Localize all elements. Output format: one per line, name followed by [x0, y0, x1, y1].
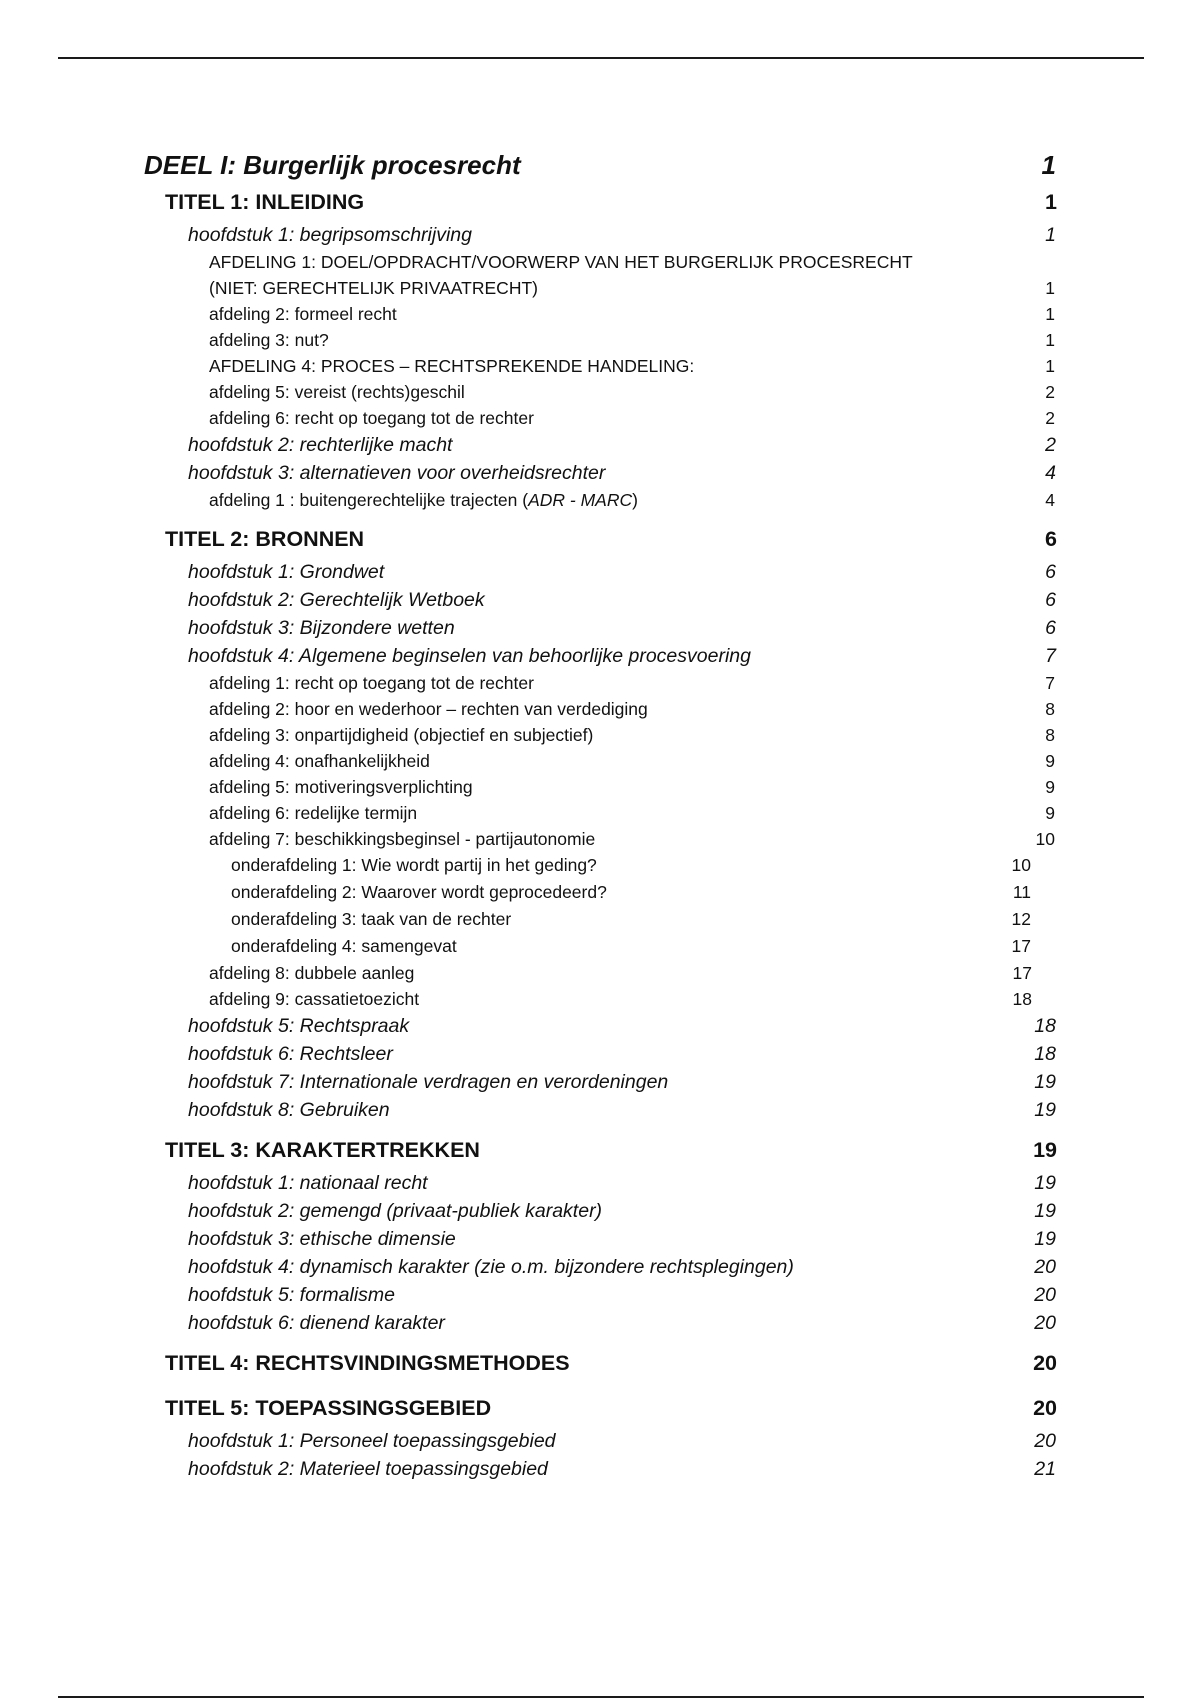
toc-entry-page: 1	[1045, 330, 1055, 350]
toc-hoofdstuk[interactable]	[188, 1228, 1056, 1256]
toc-entry-page: 18	[1034, 1043, 1056, 1065]
toc-entry-label: hoofdstuk 6: Rechtsleer	[188, 1043, 393, 1065]
toc-entry-page: 7	[1045, 673, 1055, 693]
toc-entry-page: 20	[1033, 1351, 1057, 1375]
toc-entry-label: hoofdstuk 8: Gebruiken	[188, 1099, 390, 1121]
toc-entry-label: hoofdstuk 5: Rechtspraak	[188, 1015, 410, 1037]
toc-entry-page: 20	[1034, 1430, 1056, 1452]
toc-entry-label: onderafdeling 3: taak van de rechter	[231, 909, 512, 929]
toc-entry-label	[209, 490, 638, 511]
label-italic: ADR - MARC	[528, 490, 633, 510]
toc-entry-label: afdeling 2: formeel recht	[209, 304, 397, 324]
toc-entry-page: 20	[1034, 1256, 1056, 1278]
toc-entry-page: 1	[1045, 356, 1055, 376]
toc-entry-page: 1	[1045, 224, 1056, 246]
toc-entry-page: 19	[1033, 1138, 1057, 1162]
toc-entry-label: TITEL 1: INLEIDING	[165, 190, 365, 214]
toc-entry-label: afdeling 3: nut?	[209, 330, 329, 350]
toc-entry-label: DEEL I: Burgerlijk procesrecht	[144, 150, 521, 180]
header-rule	[58, 57, 1144, 59]
toc-entry-page: 20	[1034, 1312, 1056, 1334]
toc-entry-label: TITEL 4: RECHTSVINDINGSMETHODES	[165, 1351, 570, 1375]
toc-entry-page: 11	[1012, 882, 1031, 902]
toc-entry-label: hoofdstuk 2: Materieel toepassingsgebied	[188, 1458, 548, 1480]
toc-afdeling[interactable]	[209, 829, 1055, 855]
toc-entry-label: TITEL 3: KARAKTERTREKKEN	[165, 1138, 480, 1162]
toc-entry-label-line1: AFDELING 1: DOEL/OPDRACHT/VOORWERP VAN HET BURGERLIJK PROCESRECHT	[209, 252, 913, 272]
toc-hoofdstuk[interactable]	[188, 1172, 1056, 1200]
toc-entry-page: 9	[1045, 777, 1055, 797]
toc-entry-label: afdeling 2: hoor en wederhoor – rechten van verdediging	[209, 699, 648, 719]
toc-hoofdstuk[interactable]	[188, 645, 1056, 673]
toc-afdeling[interactable]	[209, 330, 1055, 356]
toc-onderafdeling[interactable]	[231, 909, 1031, 936]
toc-entry-page: 17	[1011, 936, 1031, 956]
toc-afdeling[interactable]	[209, 356, 1055, 382]
toc-entry-label: afdeling 7: beschikkingsbeginsel - partijautonomie	[209, 829, 596, 849]
toc-hoofdstuk[interactable]	[188, 1430, 1056, 1458]
toc-entry-page: 2	[1045, 408, 1055, 428]
toc-entry-label: hoofdstuk 6: dienend karakter	[188, 1312, 445, 1334]
toc-entry-page: 20	[1034, 1284, 1056, 1306]
toc-afdeling[interactable]	[209, 803, 1055, 829]
toc-entry-label: afdeling 5: vereist (rechts)geschil	[209, 382, 465, 402]
toc-entry-label: afdeling 9: cassatietoezicht	[209, 989, 420, 1009]
toc-entry-page: 1	[1041, 150, 1056, 180]
toc-entry-label: hoofdstuk 1: Grondwet	[188, 561, 385, 583]
toc-deel-1[interactable]	[144, 150, 1056, 190]
toc-entry-label: hoofdstuk 7: Internationale verdragen en verordeningen	[188, 1071, 669, 1093]
toc-entry-label: TITEL 2: BRONNEN	[165, 527, 365, 551]
toc-hoofdstuk[interactable]	[188, 1312, 1056, 1340]
toc-entry-page: 4	[1045, 490, 1055, 510]
toc-entry-label: hoofdstuk 4: Algemene beginselen van behoorlijke procesvoering	[188, 645, 751, 667]
toc-entry-label: hoofdstuk 3: ethische dimensie	[188, 1228, 456, 1250]
toc-entry-page: 19	[1034, 1071, 1056, 1093]
toc-hoofdstuk[interactable]	[188, 1015, 1056, 1043]
toc-entry-label: afdeling 4: onafhankelijkheid	[209, 751, 430, 771]
toc-entry-label: hoofdstuk 3: Bijzondere wetten	[188, 617, 455, 639]
toc-entry-label: afdeling 5: motiveringsverplichting	[209, 777, 473, 797]
toc-entry-label: AFDELING 4: PROCES – RECHTSPREKENDE HANDELING:	[209, 356, 695, 376]
toc-entry-label: TITEL 5: TOEPASSINGSGEBIED	[165, 1396, 492, 1420]
label-prefix: afdeling 1 : buitengerechtelijke trajecten (	[209, 490, 529, 510]
toc-entry-label: hoofdstuk 4: dynamisch karakter (zie o.m. bijzondere rechtsplegingen)	[188, 1256, 794, 1278]
toc-entry-page: 9	[1045, 751, 1055, 771]
table-of-contents	[0, 150, 1200, 1486]
toc-afdeling[interactable]	[209, 777, 1055, 803]
toc-titel-4[interactable]	[165, 1351, 1057, 1385]
toc-entry-label: hoofdstuk 2: Gerechtelijk Wetboek	[188, 589, 485, 611]
toc-afdeling[interactable]	[209, 963, 1032, 989]
toc-entry-page: 6	[1045, 617, 1056, 639]
toc-entry-page: 19	[1034, 1200, 1056, 1222]
footer-rule	[58, 1696, 1144, 1698]
toc-entry-page: 7	[1045, 645, 1056, 667]
toc-entry-page: 17	[1012, 963, 1032, 983]
toc-entry-page: 6	[1045, 589, 1056, 611]
toc-afdeling[interactable]	[209, 304, 1055, 330]
toc-entry-page: 19	[1034, 1099, 1056, 1121]
toc-entry-label: afdeling 6: redelijke termijn	[209, 803, 418, 823]
toc-entry-label: onderafdeling 1: Wie wordt partij in het geding?	[231, 855, 597, 875]
toc-titel-2[interactable]	[165, 527, 1057, 561]
toc-onderafdeling[interactable]	[231, 936, 1031, 963]
toc-afdeling-1[interactable]	[209, 252, 1055, 304]
toc-entry-page: 18	[1012, 989, 1032, 1009]
toc-hoofdstuk[interactable]	[188, 224, 1056, 252]
toc-entry-label: hoofdstuk 1: begripsomschrijving	[188, 224, 472, 246]
toc-afdeling[interactable]	[209, 408, 1055, 434]
toc-entry-page: 6	[1045, 561, 1056, 583]
toc-entry-page: 2	[1045, 382, 1055, 402]
toc-entry-page: 8	[1045, 699, 1055, 719]
toc-entry-page: 20	[1033, 1396, 1057, 1420]
toc-hoofdstuk[interactable]	[188, 561, 1056, 589]
toc-entry-label: afdeling 1: recht op toegang tot de rechter	[209, 673, 534, 693]
toc-onderafdeling[interactable]	[231, 882, 1031, 909]
toc-entry-page: 9	[1045, 803, 1055, 823]
toc-afdeling[interactable]	[209, 751, 1055, 777]
toc-entry-page: 8	[1045, 725, 1055, 745]
toc-hoofdstuk[interactable]	[188, 1284, 1056, 1312]
toc-entry-label: hoofdstuk 2: rechterlijke macht	[188, 434, 453, 456]
toc-hoofdstuk[interactable]	[188, 1458, 1056, 1486]
toc-entry-label: afdeling 6: recht op toegang tot de rechter	[209, 408, 534, 428]
toc-entry-label: onderafdeling 4: samengevat	[231, 936, 457, 956]
toc-entry-label: onderafdeling 2: Waarover wordt geprocedeerd?	[231, 882, 607, 902]
toc-hoofdstuk[interactable]	[188, 1256, 1056, 1284]
toc-afdeling[interactable]	[209, 490, 1055, 516]
toc-hoofdstuk[interactable]	[188, 617, 1056, 645]
toc-entry-page: 1	[1045, 278, 1055, 298]
toc-entry-page: 1	[1045, 304, 1055, 324]
toc-entry-label: afdeling 8: dubbele aanleg	[209, 963, 415, 983]
toc-entry-page: 6	[1045, 527, 1057, 551]
toc-afdeling[interactable]	[209, 673, 1055, 699]
toc-entry-page: 12	[1011, 909, 1031, 929]
toc-entry-page: 19	[1034, 1172, 1056, 1194]
label-suffix: )	[632, 490, 638, 510]
toc-hoofdstuk[interactable]	[188, 1200, 1056, 1228]
toc-entry-label: hoofdstuk 3: alternatieven voor overheidsrechter	[188, 462, 606, 484]
toc-titel-1[interactable]	[165, 190, 1057, 224]
toc-afdeling[interactable]	[209, 382, 1055, 408]
toc-entry-label: hoofdstuk 1: Personeel toepassingsgebied	[188, 1430, 556, 1452]
toc-entry-page: 2	[1045, 434, 1056, 456]
toc-hoofdstuk[interactable]	[188, 589, 1056, 617]
toc-hoofdstuk[interactable]	[188, 1043, 1056, 1071]
toc-afdeling[interactable]	[209, 699, 1055, 725]
toc-entry-page: 10	[1035, 829, 1055, 849]
toc-hoofdstuk[interactable]	[188, 434, 1056, 462]
toc-hoofdstuk[interactable]	[188, 1071, 1056, 1099]
toc-entry-label: afdeling 3: onpartijdigheid (objectief en subjectief)	[209, 725, 594, 745]
toc-entry-label: hoofdstuk 5: formalisme	[188, 1284, 396, 1306]
toc-entry-page: 10	[1011, 855, 1031, 875]
toc-afdeling[interactable]	[209, 989, 1032, 1015]
toc-entry-page: 18	[1034, 1015, 1056, 1037]
toc-entry-label: hoofdstuk 2: gemengd (privaat-publiek karakter)	[188, 1200, 603, 1222]
toc-titel-5[interactable]	[165, 1396, 1057, 1430]
toc-afdeling[interactable]	[209, 725, 1055, 751]
toc-titel-3[interactable]	[165, 1138, 1057, 1172]
toc-hoofdstuk[interactable]	[188, 1099, 1056, 1127]
toc-entry-page: 1	[1045, 190, 1057, 214]
toc-entry-label: hoofdstuk 1: nationaal recht	[188, 1172, 428, 1194]
toc-entry-page: 19	[1034, 1228, 1056, 1250]
toc-entry-page: 4	[1045, 462, 1056, 484]
toc-hoofdstuk[interactable]	[188, 462, 1056, 490]
toc-entry-page: 21	[1034, 1458, 1056, 1480]
toc-entry-label-line2: (NIET: GERECHTELIJK PRIVAATRECHT)	[209, 278, 538, 298]
toc-onderafdeling[interactable]	[231, 855, 1031, 882]
